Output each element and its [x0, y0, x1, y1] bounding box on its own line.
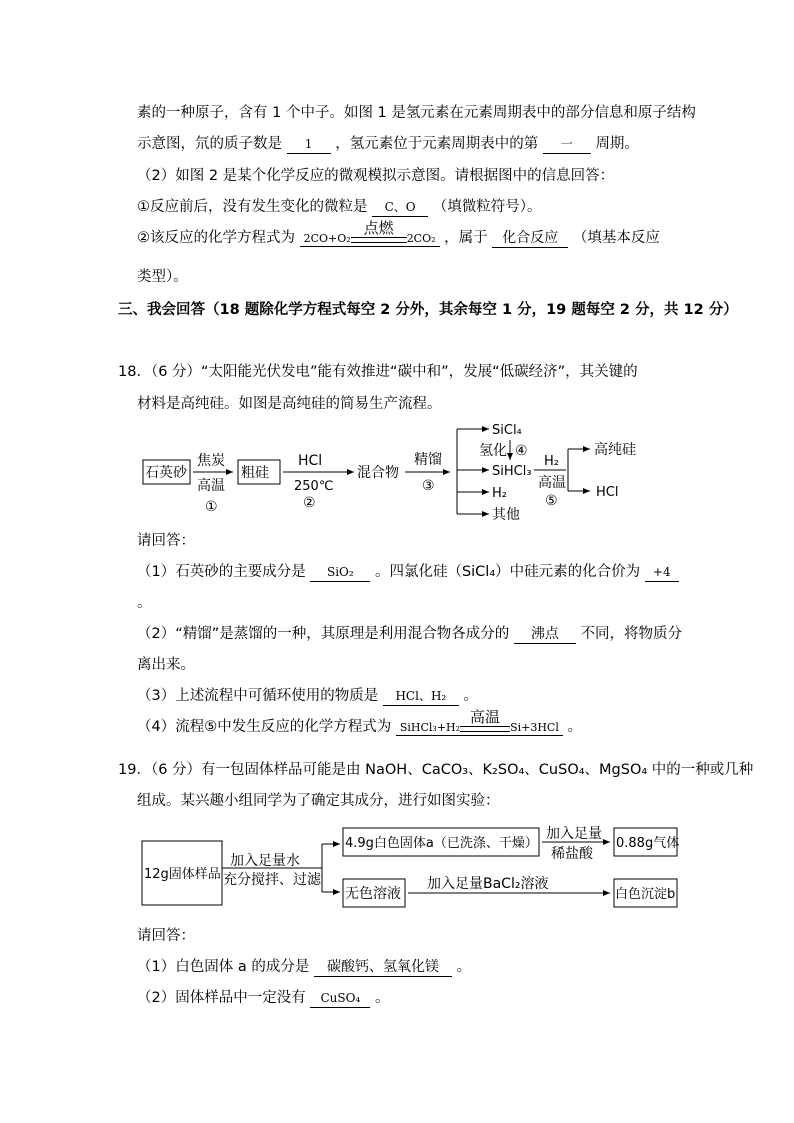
flow-text-distill: 精馏 — [414, 452, 442, 468]
q17-line2-pre: 示意图，氘的质子数是 — [137, 136, 282, 152]
q17-answer-reaction-type: 化合反应 — [492, 229, 568, 248]
q17-eq-cond-text: 点燃 — [363, 219, 394, 237]
q18-a4-pre: （4）流程⑤中发生反应的化学方程式为 — [137, 719, 392, 735]
q17-item2-post: （填基本反应 — [572, 230, 660, 246]
q17-item1-post: （填微粒符号）。 — [432, 199, 542, 215]
flow-text-step-2: ② — [303, 495, 316, 511]
q18-eq-left: SiHCl₃+H₂ — [399, 721, 461, 734]
flow19-text-sample: 12g固体样品 — [144, 867, 221, 882]
q18-answer-main-component: SiO₂ — [310, 563, 370, 582]
flow-text-coke: 焦炭 — [197, 453, 225, 469]
flow-text-step-5: ⑤ — [545, 493, 558, 509]
flow19-text-precip: 白色沉淀b — [615, 887, 676, 902]
q17-item2-pre: ②该反应的化学方程式为 — [137, 230, 295, 246]
q17-sub2: （2）如图 2 是某个化学反应的微观模拟示意图。请根据图中的信息回答： — [137, 168, 615, 184]
q18-a1-pre: （1）石英砂的主要成分是 — [137, 564, 306, 580]
q18-a2-cont: 离出来。 — [137, 657, 195, 673]
q19-answer-solid-a: 碳酸钙、氢氧化镁 — [314, 958, 452, 977]
q19-answer-2 — [137, 988, 389, 1008]
flow-text-high-temp-1: 高温 — [197, 478, 225, 494]
flow-text-mixture: 混合物 — [357, 465, 399, 481]
q18-eq-condition — [460, 710, 510, 735]
q17-answer-proton-number: 1 — [287, 135, 331, 154]
flow-text-other: 其他 — [492, 507, 520, 523]
q17-line1: 素的一种原子，含有 1 个中子。如图 1 是氢元素在元素周期表中的部分信息和原子结构 — [137, 105, 696, 121]
flow19-text-add-water: 加入足量水 — [230, 853, 300, 869]
q19-a1-post: 。 — [456, 959, 472, 975]
flow-text-crude-silicon: 粗硅 — [241, 465, 269, 481]
flow-text-step-3: ③ — [422, 478, 435, 494]
flow19-text-dilute-hcl: 稀盐酸 — [551, 846, 593, 862]
q18-answer-recycled: HCl、H₂ — [383, 687, 459, 706]
q18-answer-4 — [137, 710, 582, 741]
q19-a2-post: 。 — [374, 990, 390, 1006]
flow19-text-add-excess: 加入足量 — [546, 826, 602, 842]
q17-item1-pre: ①反应前后，没有发生变化的微粒是 — [137, 199, 368, 215]
q18-a3-post: 。 — [463, 688, 478, 704]
q17-eq-left: 2CO+O₂ — [303, 232, 351, 245]
q18-a2-post: 不同，将物质分 — [580, 626, 682, 642]
q19-answer-absent: CuSO₄ — [310, 989, 370, 1008]
flow-text-step-1: ① — [205, 499, 218, 515]
flow19-text-solution: 无色溶液 — [345, 886, 401, 902]
q18-answer-3 — [137, 686, 478, 706]
q18-answer-2 — [137, 624, 682, 644]
flow-text-250c: 250℃ — [294, 479, 334, 494]
flow-text-h2: H₂ — [492, 486, 507, 501]
q18-please-answer: 请回答： — [137, 533, 195, 549]
q18-a2-pre: （2）“精馏”是蒸馏的一种，其原理是利用混合物各成分的 — [137, 626, 510, 642]
flow-text-high-temp-5: 高温 — [538, 475, 566, 491]
q17-item2-cont: 类型）。 — [137, 269, 188, 285]
q19-answer-1 — [137, 957, 471, 977]
flow-text-hcl-product: HCl — [596, 485, 619, 500]
q18-a1-end: 。 — [137, 595, 152, 611]
flow19-text-gas: 0.88g气体 — [616, 836, 680, 851]
q18-a4-post: 。 — [567, 719, 582, 735]
q18-a3-pre: （3）上述流程中可循环使用的物质是 — [137, 688, 379, 704]
flow-text-pure-silicon: 高纯硅 — [594, 442, 636, 458]
flow-text-h2-reagent: H₂ — [544, 454, 559, 469]
q18-eq-double-line — [460, 726, 510, 732]
flow19-text-bacl2: 加入足量BaCl₂溶液 — [427, 876, 549, 892]
flow-text-step-4: ④ — [515, 443, 528, 459]
q18-intro-line1: 18．（6 分）“太阳能光伏发电”能有效推进“碳中和”，发展“低碳经济”，其关键的 — [118, 364, 638, 380]
q17-line2-mid: ，氢元素位于元素周期表中的第 — [335, 136, 539, 152]
flow19-text-stir-filter: 充分搅拌、过滤 — [223, 872, 321, 888]
q19-please-answer: 请回答： — [137, 928, 195, 944]
flow-text-quartz-sand: 石英砂 — [145, 465, 187, 481]
q18-answer-valence: +4 — [645, 563, 679, 582]
q18-answer-1 — [137, 562, 679, 582]
q17-item2-mid: ，属于 — [444, 230, 488, 246]
flow-text-hcl: HCl — [298, 453, 323, 469]
flow-text-sicl4: SiCl₄ — [492, 423, 522, 438]
q18-eq-cond-text: 高温 — [470, 708, 501, 726]
q19-intro-line2: 组成。某兴趣小组同学为了确定其成分，进行如图实验： — [137, 793, 500, 809]
q18-intro-line2: 材料是高纯硅。如图是高纯硅的简易生产流程。 — [137, 396, 442, 412]
flow-text-sihcl3: SiHCl₃ — [492, 464, 532, 479]
q18-a1-mid: 。四氯化硅（SiCl₄）中硅元素的化合价为 — [374, 564, 641, 580]
q19-a1-pre: （1）白色固体 a 的成分是 — [137, 959, 310, 975]
q17-answer-particles: C、O — [372, 198, 428, 217]
q17-answer-period: 一 — [543, 135, 591, 154]
q18-answer-boiling-point: 沸点 — [514, 625, 576, 644]
q17-eq-right: 2CO₂ — [406, 232, 436, 245]
q18-eq-right: Si+3HCl — [510, 721, 559, 734]
q19-intro-line1: 19．（6 分）有一包固体样品可能是由 NaOH、CaCO₃、K₂SO₄、CuSO₄、MgSO₄ 中的一种或几种 — [118, 762, 754, 778]
q18-equation — [396, 710, 563, 736]
section-3-title: 三、我会回答（18 题除化学方程式每空 2 分外，其余每空 1 分，19 题每空 2 分，共 12 分） — [118, 302, 738, 318]
flow-text-hydrogenation: 氢化 — [479, 443, 507, 459]
q17-line2-post: 周期。 — [595, 136, 639, 152]
flow19-text-solid: 4.9g白色固体a（已洗涤、干燥） — [345, 836, 538, 851]
q19-a2-pre: （2）固体样品中一定没有 — [137, 990, 306, 1006]
